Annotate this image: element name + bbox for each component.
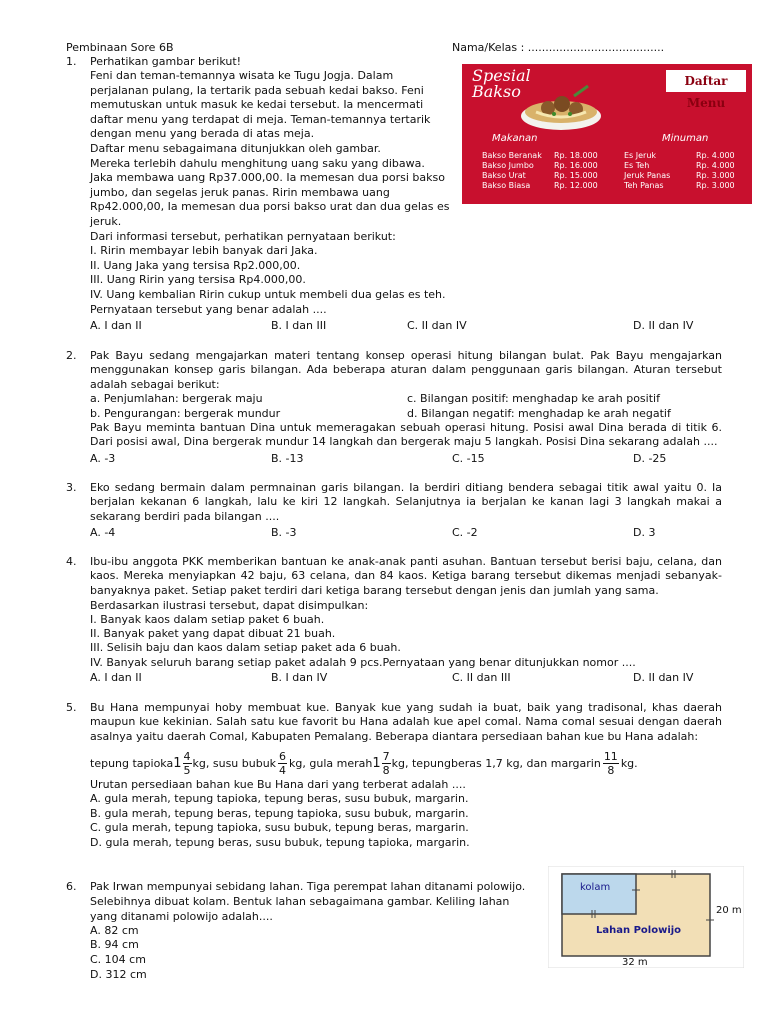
q2-option-d: D. -25 xyxy=(633,452,667,465)
menu-food-name: Bakso Beranak xyxy=(482,151,542,160)
q1-line: perjalanan pulang, Ia tertarik pada sebuah kedai bakso. Feni xyxy=(90,83,424,97)
q1-intro: Perhatikan gambar berikut! xyxy=(90,55,242,68)
menu-food-price: Rp. 16.000 xyxy=(554,161,598,170)
q1-line: dengan menu yang berada di atas meja. xyxy=(90,127,315,141)
header-left: Pembinaan Sore 6B xyxy=(66,41,174,54)
menu-drink-name: Jeruk Panas xyxy=(624,171,671,180)
q2-paragraph-2: Pak Bayu meminta bantuan Dina untuk memeragakan sebuah operasi hitung. Posisi awal Dina berada di titik 6. Dari posisi awal, Dina bergerak mundur 14 langkah dan bergerak maju 5 langkah. Posisi Dina sekarang adalah .... xyxy=(90,421,722,449)
q4-statement: I. Banyak kaos dalam setiap paket 6 buah. xyxy=(90,613,325,626)
q3-option-c: C. -2 xyxy=(452,526,478,539)
q1-line: Mereka terlebih dahulu menghitung uang saku yang dibawa. xyxy=(90,156,425,170)
q1-option-a: A. I dan II xyxy=(90,319,142,332)
land-diagram-shapes xyxy=(548,866,744,968)
menu-heading: Daftar Menu xyxy=(666,70,746,92)
q2-option-a: A. -3 xyxy=(90,452,116,465)
q1-question: Pernyataan tersebut yang benar adalah .... xyxy=(90,302,327,316)
q1-line: Jaka membawa uang Rp37.000,00. Ia memesan dua porsi bakso xyxy=(90,171,445,185)
q1-paragraph xyxy=(90,69,452,317)
width-label: 32 m xyxy=(622,957,648,968)
q1-statement: IV. Uang kembalian Ririn cukup untuk membeli dua gelas es teh. xyxy=(90,287,446,301)
menu-drink-name: Es Jeruk xyxy=(624,151,657,160)
q2-number: 2. xyxy=(66,349,77,362)
q5-ing-text: kg, gula merah xyxy=(289,756,373,770)
q5-ing-text: kg, susu bubuk xyxy=(192,756,277,770)
menu-drink-price: Rp. 3.000 xyxy=(696,181,735,190)
menu-image xyxy=(462,64,752,204)
q3-paragraph: Eko sedang bermain dalam permnainan garis bilangan. Ia berdiri ditiang bendera sebagai titik awal yaitu 0. Ia berjalan kekanan 6 langkah, lalu ke kiri 12 langkah. Selanjutnya ia berjalan ke kanan lagi 3 langkah makai a sekarang berdiri pada bilangan .... xyxy=(90,481,722,523)
kolam-label: kolam xyxy=(580,882,611,893)
q5-option-a: A. gula merah, tepung tapioka, tepung beras, susu bubuk, margarin. xyxy=(90,792,469,805)
q5-number: 5. xyxy=(66,701,77,714)
q6-line: Pak Irwan mempunyai sebidang lahan. Tiga perempat lahan ditanami polowijo. xyxy=(90,880,526,893)
q2-paragraph: Pak Bayu sedang mengajarkan materi tentang konsep operasi hitung bilangan bulat. Pak Bayu mengajarkan menggunakan konsep garis bilangan. Ada beberapa aturan dalam penggunaan garis bilangan. Aturan tersebut adalah sebagai berikut: xyxy=(90,349,722,391)
menu-food-price: Rp. 15.000 xyxy=(554,171,598,180)
menu-food-name: Bakso Jumbo xyxy=(482,161,534,170)
q1-number: 1. xyxy=(66,55,77,68)
q5-paragraph: Bu Hana mempunyai hoby membuat kue. Banyak kue yang sudah ia buat, baik yang tradisonal, khas daerah maupun kue kekinian. Salah satu kue favorit bu Hana adalah kue apel comal. Nama comal sesuai dengan daerah asalnya yaitu daerah Comal, Kabupaten Pemalang. Beberapa diantara persediaan bahan kue bu Hana adalah: xyxy=(90,701,722,743)
q1-statement: I. Ririn membayar lebih banyak dari Jaka. xyxy=(90,244,318,258)
menu-food-name: Bakso Biasa xyxy=(482,181,531,190)
q3-option-b: B. -3 xyxy=(271,526,297,539)
q6-option-c: C. 104 cm xyxy=(90,953,146,966)
q5-option-d: D. gula merah, tepung beras, susu bubuk, tepung tapioka, margarin. xyxy=(90,836,470,849)
q4-statement: IV. Banyak seluruh barang setiap paket adalah 9 pcs.Pernyataan yang benar ditunjukkan nomor .... xyxy=(90,656,636,669)
fraction-denominator: 4 xyxy=(279,763,287,777)
land-diagram xyxy=(548,866,744,968)
q5-option-b: B. gula merah, tepung beras, tepung tapioka, susu bubuk, margarin. xyxy=(90,807,469,820)
menu-title-line: Bakso xyxy=(472,82,521,101)
q1-statement: II. Uang Jaka yang tersisa Rp2.000,00. xyxy=(90,258,301,272)
q6-line: Selebihnya dibuat kolam. Bentuk lahan sebagaimana gambar. Keliling lahan xyxy=(90,895,510,908)
q4-option-c: C. II dan III xyxy=(452,671,511,684)
q6-option-d: D. 312 cm xyxy=(90,968,147,981)
q1-line: jumbo, dan segelas jeruk panas. Ririn membawa uang xyxy=(90,185,390,199)
menu-drink-name: Es Teh xyxy=(624,161,650,170)
q1-option-c: C. II dan IV xyxy=(407,319,467,332)
q5-whole-number: 1 xyxy=(372,755,381,771)
q6-option-a: A. 82 cm xyxy=(90,924,139,937)
q1-line: daftar menu yang terdapat di meja. Teman-temannya tertarik xyxy=(90,112,431,126)
q2-rule-b: b. Pengurangan: bergerak mundur xyxy=(90,407,281,420)
menu-food-name: Bakso Urat xyxy=(482,171,526,180)
q1-line: jeruk. xyxy=(90,214,122,228)
q1-statement: III. Uang Ririn yang tersisa Rp4.000,00. xyxy=(90,273,306,287)
q2-rule-c: c. Bilangan positif: menghadap ke arah positif xyxy=(407,392,660,405)
q1-option-d: D. II dan IV xyxy=(633,319,694,332)
q5-ing-text: tepung tapioka xyxy=(90,756,174,770)
fraction-denominator: 8 xyxy=(382,763,390,777)
q4-option-b: B. I dan IV xyxy=(271,671,328,684)
fraction-numerator: 11 xyxy=(603,749,618,763)
q2-option-b: B. -13 xyxy=(271,452,304,465)
q1-line: memutuskan untuk masuk ke kedai tersebut. Ia mencermati xyxy=(90,98,424,112)
fraction-denominator: 8 xyxy=(607,763,615,777)
menu-food-price: Rp. 12.000 xyxy=(554,181,598,190)
q5-fraction xyxy=(278,750,287,777)
q1-line: Daftar menu sebagaimana ditunjukkan oleh gambar. xyxy=(90,141,381,155)
q4-paragraph: Ibu-ibu anggota PKK memberikan bantuan ke anak-anak panti asuhan. Bantuan tersebut berisi baju, celana, dan kaos. Mereka menyiapkan 42 baju, 63 celana, dan 84 kaos. Ketiga barang tersebut dikemas menjadi sebanyak-banyaknya paket. Setiap paket terdiri dari ketiga barang tersebut dengan jenis dan jumlah yang sama. xyxy=(90,555,722,597)
fraction-denominator: 5 xyxy=(183,763,191,777)
q5-ing-text: kg. xyxy=(620,756,638,770)
menu-food-header: Makanan xyxy=(492,133,538,144)
q6-number: 6. xyxy=(66,880,77,893)
q1-line: Dari informasi tersebut, perhatikan pernyataan berikut: xyxy=(90,229,396,243)
menu-title-line: Spesial xyxy=(472,66,531,85)
menu-drink-name: Teh Panas xyxy=(624,181,664,190)
q4-statement: II. Banyak paket yang dapat dibuat 21 buah. xyxy=(90,627,336,640)
fraction-numerator: 7 xyxy=(382,749,390,763)
q5-ingredients xyxy=(90,746,638,780)
menu-drink-price: Rp. 3.000 xyxy=(696,171,735,180)
q1-line: Feni dan teman-temannya wisata ke Tugu Jogja. Dalam xyxy=(90,69,394,82)
q5-question: Urutan persediaan bahan kue Bu Hana dari yang terberat adalah .... xyxy=(90,778,466,791)
q3-option-d: D. 3 xyxy=(633,526,656,539)
q3-option-a: A. -4 xyxy=(90,526,116,539)
q5-ing-text: kg, tepungberas 1,7 kg, dan margarin xyxy=(391,756,601,770)
menu-food-price: Rp. 18.000 xyxy=(554,151,598,160)
lahan-label: Lahan Polowijo xyxy=(596,925,682,936)
q5-fraction xyxy=(603,750,619,777)
menu-drink-header: Minuman xyxy=(662,133,709,144)
name-class-field: Nama/Kelas : ....................................... xyxy=(452,41,665,54)
q4-option-a: A. I dan II xyxy=(90,671,142,684)
q6-option-b: B. 94 cm xyxy=(90,938,139,951)
q5-whole-number: 1 xyxy=(173,755,182,771)
menu-drink-price: Rp. 4.000 xyxy=(696,151,735,160)
q4-number: 4. xyxy=(66,555,77,568)
height-label: 20 m xyxy=(716,905,742,916)
q3-number: 3. xyxy=(66,481,77,494)
q5-fraction xyxy=(183,750,192,777)
q4-intro: Berdasarkan ilustrasi tersebut, dapat disimpulkan: xyxy=(90,599,369,612)
q4-statement: III. Selisih baju dan kaos dalam setiap paket ada 6 buah. xyxy=(90,641,401,654)
q5-option-c: C. gula merah, tepung tapioka, susu bubuk, tepung beras, margarin. xyxy=(90,821,469,834)
fraction-numerator: 4 xyxy=(183,749,191,763)
q1-line: Rp42.000,00, Ia memesan dua porsi bakso urat dan dua gelas es xyxy=(90,200,450,214)
q4-option-d: D. II dan IV xyxy=(633,671,694,684)
q2-rule-a: a. Penjumlahan: bergerak maju xyxy=(90,392,263,405)
q1-option-b: B. I dan III xyxy=(271,319,327,332)
fraction-numerator: 6 xyxy=(279,749,287,763)
q5-fraction xyxy=(382,750,391,777)
bakso-bowl-icon xyxy=(516,78,606,138)
menu-drink-price: Rp. 4.000 xyxy=(696,161,735,170)
q2-rule-d: d. Bilangan negatif: menghadap ke arah negatif xyxy=(407,407,671,420)
q2-option-c: C. -15 xyxy=(452,452,485,465)
q6-line: yang ditanami polowijo adalah.... xyxy=(90,910,273,923)
